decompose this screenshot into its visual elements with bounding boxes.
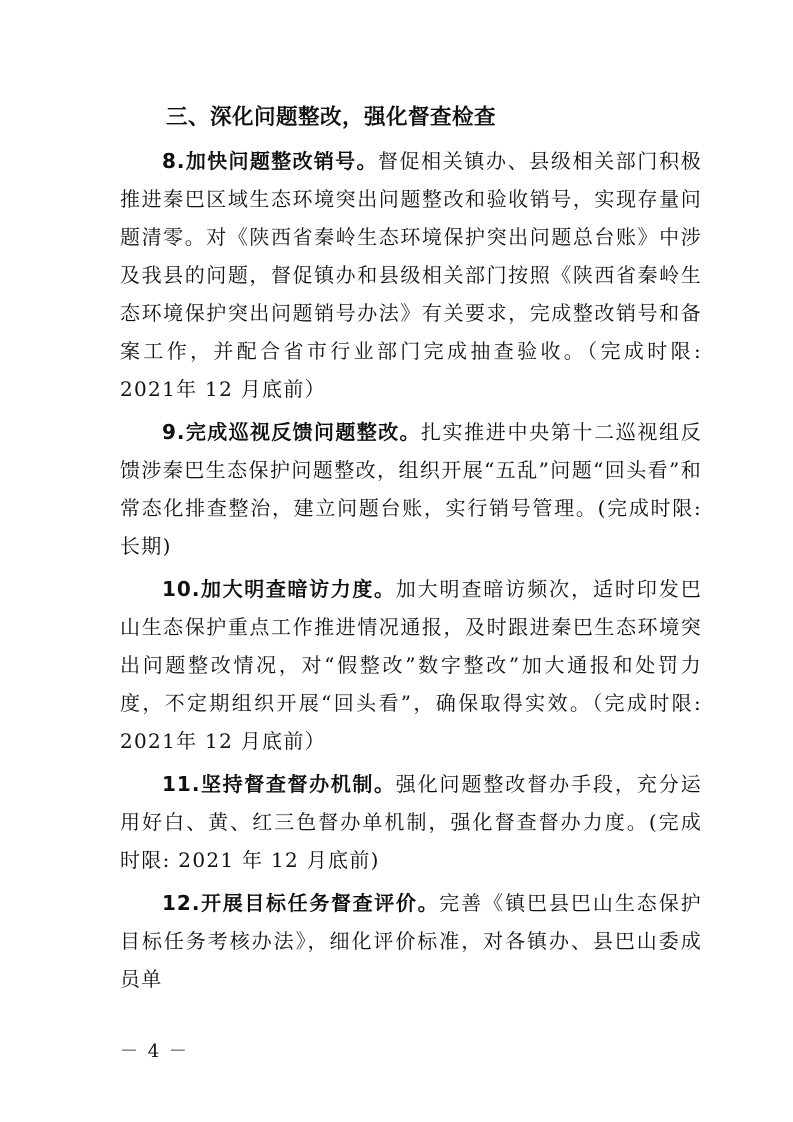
item-body: 督促相关镇办、县级相关部门积极推进秦巴区域生态环境突出问题整改和验收销号，实现存量问题清零。对《陕西省秦岭生态环境保护突出问题总台账》中涉及我县的问题，督促镇办和县级相关部门按照《陕西省秦岭生态环境保护突出问题销号办法》有关要求，完成整改销号和备案工作，并配合省市行业部门完成抽查验收。（完成时限: 2021年 12 月底前） [120,149,703,401]
item-title: 11.坚持督查督办机制。 [162,772,396,796]
paragraph-item-9 [120,413,702,565]
section-heading: 三、深化问题整改，强化督查检查 [166,105,497,130]
item-title: 10.加大明查暗访力度。 [162,577,396,601]
body-text [120,142,702,1003]
paragraph-item-12 [120,884,702,998]
page-number: － 4 － [120,1041,189,1062]
item-body: 扎实推进中央第十二巡视组反馈涉秦巴生态保护问题整改，组织开展“五乱”问题“回头看”和常态化排查整治，建立问题台账，实行销号管理。(完成时限: 长期) [120,420,703,558]
item-body: 加大明查暗访频次，适时印发巴山生态保护重点工作推进情况通报，及时跟进秦巴生态环境突出问题整改情况，对“假整改”数字整改”加大通报和处罚力度，不定期组织开展“回头看”，确保取得实效。（完成时限: 2021年 12 月底前） [120,577,703,753]
paragraph-item-11 [120,765,702,879]
paragraph-item-10 [120,570,702,760]
item-title: 12.开展目标任务督查评价。 [162,891,440,915]
item-body: 完善《镇巴县巴山生态保护目标任务考核办法》，细化评价标准，对各镇办、县巴山委成员单 [120,891,702,991]
item-title: 9.完成巡视反馈问题整改。 [162,420,421,444]
item-title: 8.加快问题整改销号。 [162,149,378,173]
paragraph-item-8 [120,142,702,408]
item-body: 强化问题整改督办手段，充分运用好白、黄、红三色督办单机制，强化督查督办力度。(完成时限: 2021 年 12 月底前) [120,772,703,872]
